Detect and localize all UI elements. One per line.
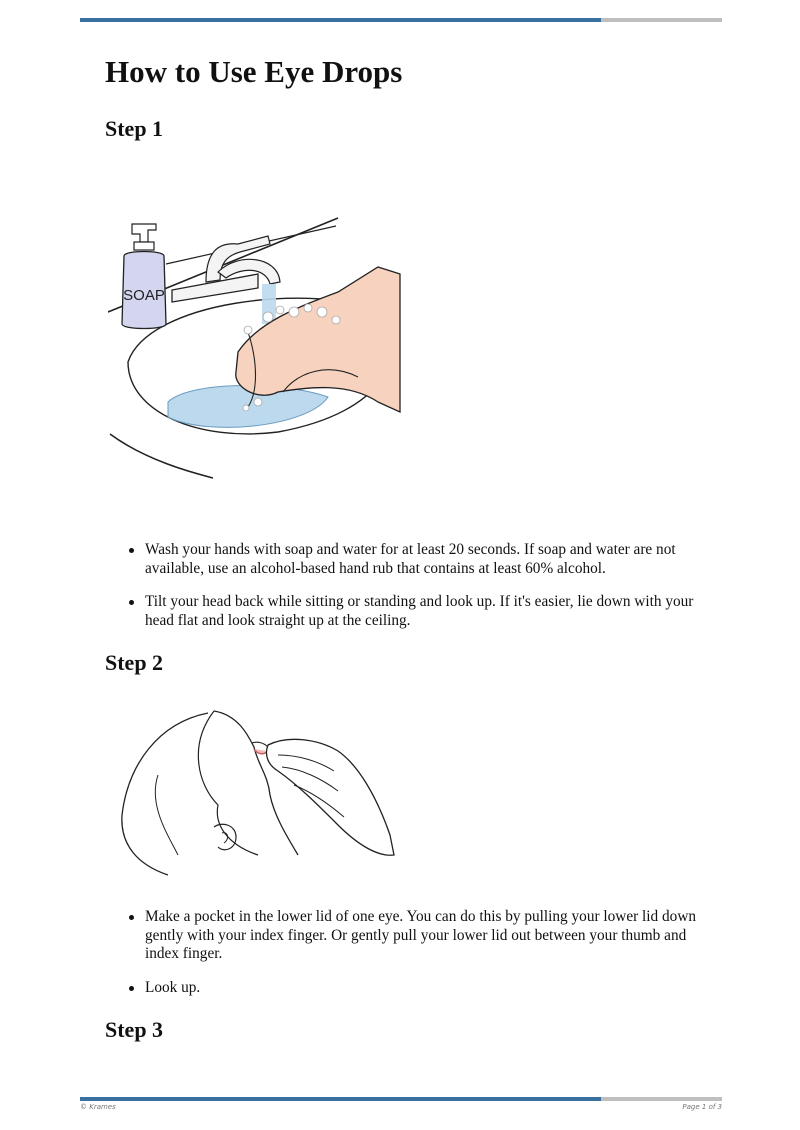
ear	[214, 824, 236, 850]
bottom-accent-bar	[80, 1097, 722, 1101]
top-accent-bar	[80, 18, 722, 22]
step-1-instructions	[145, 541, 705, 645]
top-bar-blue	[80, 18, 601, 22]
bottom-bar-blue	[80, 1097, 601, 1101]
footer-page-number: Page 1 of 3	[682, 1103, 722, 1111]
step-3-heading: Step 3	[105, 1017, 164, 1042]
list-item: Look up.	[145, 979, 705, 998]
handwashing-illustration	[108, 212, 408, 484]
bottom-bar-gray	[601, 1097, 722, 1101]
lower-eyelid-pull-illustration	[118, 705, 400, 895]
step-2-instructions	[145, 908, 705, 1012]
step-1-heading: Step 1	[105, 116, 164, 141]
top-bar-gray	[601, 18, 722, 22]
soap-label: SOAP	[123, 287, 165, 304]
step-2-heading: Step 2	[105, 650, 164, 675]
footer-copyright: © Krames	[80, 1103, 116, 1111]
list-item: Make a pocket in the lower lid of one eye. You can do this by pulling your lower lid down gently with your index finger. Or gently pull your lower lid out between your thumb and index finger.	[145, 908, 705, 964]
page-title: How to Use Eye Drops	[105, 54, 403, 89]
list-item: Wash your hands with soap and water for at least 20 seconds. If soap and water are not available, use an alcohol-based hand rub that contains at least 60% alcohol.	[145, 541, 705, 578]
list-item: Tilt your head back while sitting or standing and look up. If it's easier, lie down with your head flat and look straight up at the ceiling.	[145, 593, 705, 630]
soap-bottle	[122, 224, 166, 329]
hand	[266, 739, 394, 855]
